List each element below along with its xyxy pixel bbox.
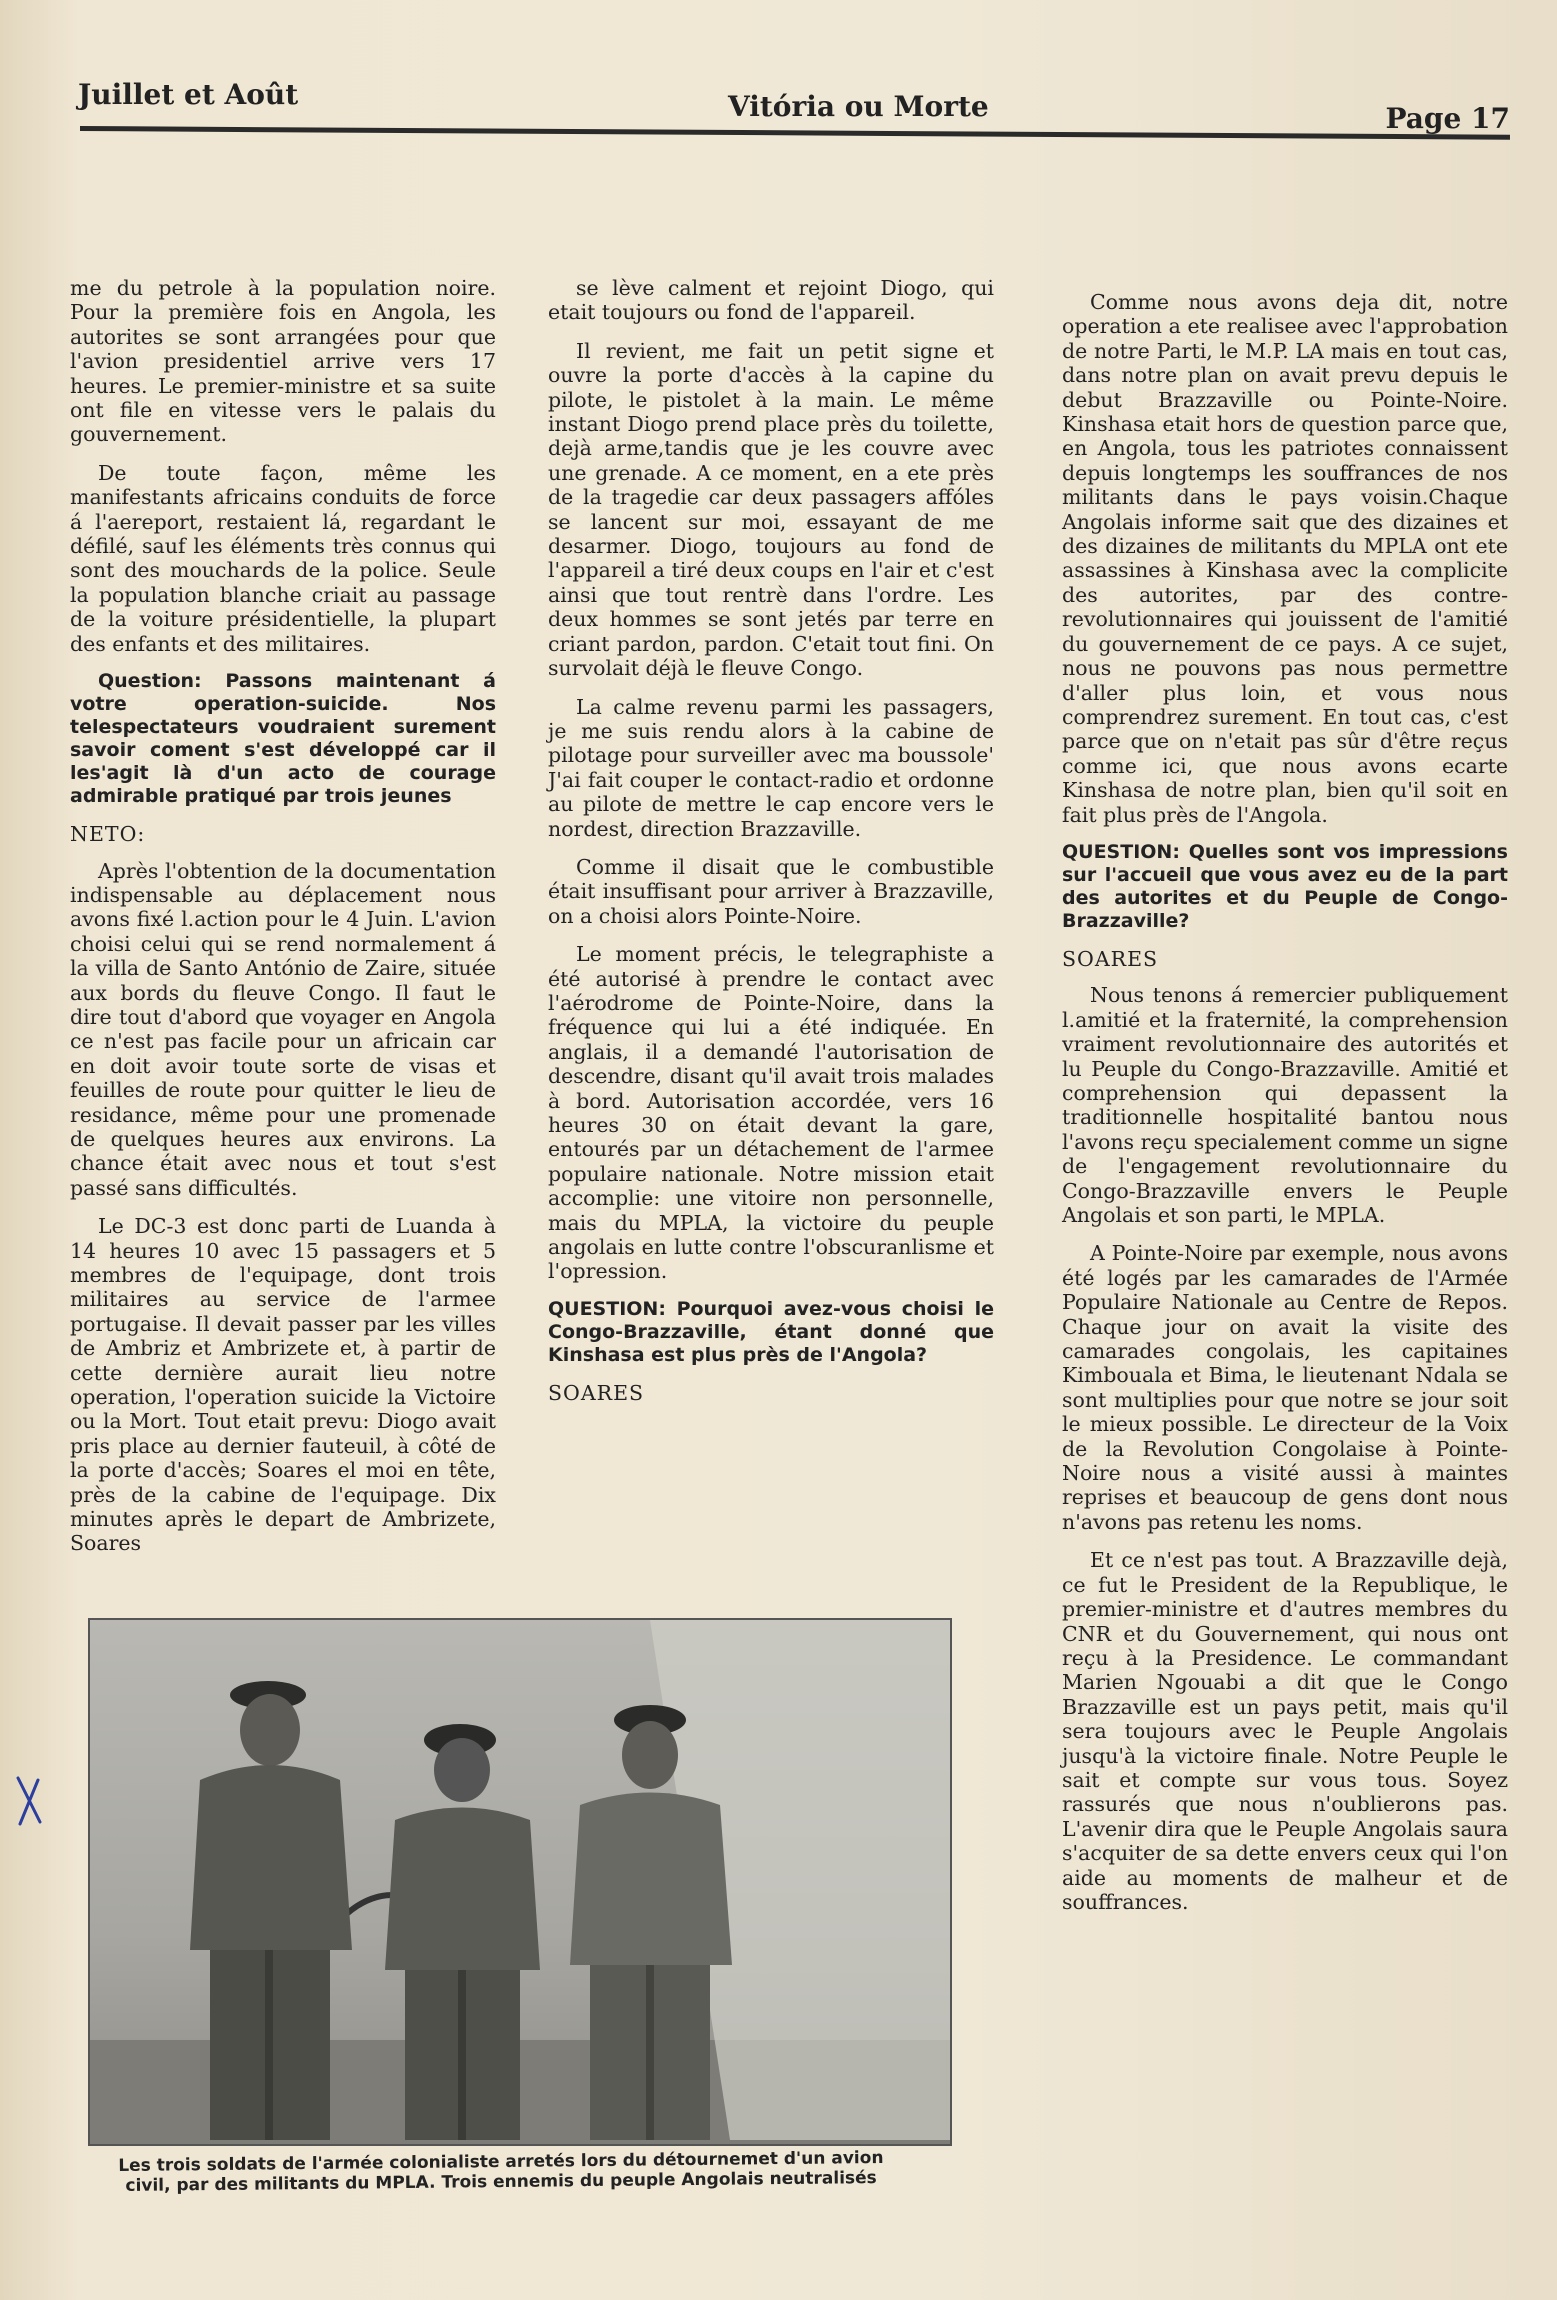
paragraph: me du petrole à la population noire. Pour la première fois en Angola, les autorites se sont arrangées pour que l'avion presidentiel arrive vers 17 heures. Le premier-ministre et sa suite ont file en vitesse vers le palais du gouvernement. [70, 276, 496, 447]
interview-question: QUESTION: Quelles sont vos impressions sur l'accueil que vous avez eu de la part des autorites et du Peuple de Congo-Brazzaville? [1062, 840, 1508, 932]
page-number: Page 17 [1385, 102, 1510, 135]
paragraph: De toute façon, même les manifestants africains conduits de force á l'aereport, restaient lá, regardant le défilé, sauf les éléments très connus qui sont des mouchards de la police. Seule la population blanche criait au passage de la voiture présidentielle, la plupart des enfants et des militaires. [70, 460, 496, 656]
handwritten-x-mark [14, 1770, 44, 1830]
page-header [78, 72, 1510, 135]
paragraph: Le moment précis, le telegraphiste a été autorisé à prendre le contact avec l'aérodrome de Pointe-Noire, dans la fréquence qui lui a été indiquée. En anglais, il a demandé l'autorisation de descendre, disant qu'il avait trois malades à bord. Autorisation accordée, vers 16 heures 30 on était devant la gare, entourés par un détachement de l'armee populaire nationale. Notre mission etait accomplie: une vitoire non personnelle, mais du MPLA, la victoire du peuple angolais en lutte contre l'obscuranlisme et l'opression. [548, 942, 994, 1284]
photo-caption: Les trois soldats de l'armée colonialiste arretés lors du détournemet d'un avion civil, par des militants du MPLA. Trois ennemis du peuple Angolais neutralisés [118, 2147, 884, 2196]
soldiers-photo [88, 1618, 952, 2146]
interview-question: Question: Passons maintenant á votre operation-suicide. Nos telespectateurs voudraient surement savoir coment s'est développé car il les'agit là d'un acto de courage admirable pratiqué par trois jeunes [70, 670, 496, 808]
paragraph: Et ce n'est pas tout. A Brazzaville dejà, ce fut le President de la Republique, le premier-ministre et d'autres membres du CNR et du Gouvernement, qui nous ont reçu à la Presidence. Le commandant Marien Ngouabi a dit que le Congo Brazzaville est un pays petit, mais qu'il sera toujours avec le Peuple Angolais jusqu'à la victoire finale. Notre Peuple le sait et compte sur vous tous. Soyez rassurés que nous n'oublierons pas. L'avenir dira que le Peuple Angolais saura s'acquiter de sa dette envers ceux qui l'on aide au moments de malheur et de souffrances. [1062, 1548, 1508, 1914]
paragraph: Il revient, me fait un petit signe et ouvre la porte d'accès à la capine du pilote, le pistolet à la main. Le même instant Diogo prend place près du toilette, dejà arme,tandis que je les couvre avec une grenade. A ce moment, en a ete près de la tragedie car deux passagers affóles se lancent sur moi, essayant de me desarmer. Diogo, toujours au fond de l'appareil a tiré deux coups en l'air et c'est ainsi que tout rentrè dans l'ordre. Les deux hommes se sont jetés par terre en criant pardon, pardon. C'etait tout fini. On survolait déjà le fleuve Congo. [548, 338, 994, 681]
interview-question: QUESTION: Pourquoi avez-vous choisi le Congo-Brazzaville, étant donné que Kinshasa est plus près de l'Angola? [548, 1297, 994, 1366]
photo-illustration [90, 1620, 950, 2144]
paragraph: Comme il disait que le combustible était insuffisant pour arriver à Brazzaville, on a choisi alors Pointe-Noire. [548, 854, 994, 928]
column-right [1062, 290, 1508, 1928]
speaker-label: NETO: [70, 822, 146, 847]
paragraph: Après l'obtention de la documentation indispensable au déplacement nous avons fixé l.action pour le 4 Juin. L'avion choisi celui qui se rend normalement á la villa de Santo António de Zaire, située aux bords du fleuve Congo. Il faut le dire tout d'abord que voyager en Angola ce n'est pas facile pour un africain car en doit avoir toute sorte de visas et feuilles de route pour quitter le lieu de residance, même pour une promenade de quelques heures aux environs. La chance était avec nous et tout s'est passé sans difficultés. [70, 858, 496, 1200]
column-middle [548, 276, 994, 1417]
speaker-label: SOARES [1062, 946, 1159, 971]
speaker-label: SOARES [548, 1380, 645, 1405]
column-left [70, 276, 496, 1570]
paragraph: La calme revenu parmi les passagers, je me suis rendu alors à la cabine de pilotage pour surveiller avec ma boussole' J'ai fait couper le contact-radio et ordonne au pilote de mettre le cap encore vers le nordest, direction Brazzaville. [548, 694, 994, 841]
paragraph: A Pointe-Noire par exemple, nous avons été logés par les camarades de l'Armée Populaire Nationale au Centre de Repos. Chaque jour on avait la visite des camarades congolais, les capitaines Kimbouala et Bima, le lieutenant Ndala se sont multiplies pour que notre se jour soit le mieux possible. Le directeur de la Voix de la Revolution Congolaise à Pointe-Noire nous a visité aussi à maintes reprises et beaucoup de gens dont nous n'avons pas retenu les noms. [1062, 1241, 1508, 1534]
paragraph: Comme nous avons deja dit, notre operation a ete realisee avec l'approbation de notre Parti, le M.P. LA mais en tout cas, dans notre plan on avait prevu depuis le debut Brazzaville ou Pointe-Noire. Kinshasa etait hors de question parce que, en Angola, tous les patriotes connaissent depuis longtemps les souffrances de nos militants dans le pays voisin.Chaque Angolais informe sait que des dizaines et des dizaines de militants du MPLA ont ete assassines à Kinshasa avec la complicite des autorites, par des contre-revolutionnaires qui jouissent de l'amitié du gouvernement de ce pays. A ce sujet, nous ne pouvons pas nous permettre d'aller plus loin, et vous nous comprendrez surement. En tout cas, c'est parce que on n'etait pas sûr d'être reçus comme ici, que nous avons ecarte Kinshasa de notre plan, bien qu'il soit en fait plus près de l'Angola. [1062, 290, 1508, 827]
issue-date: Juillet et Août [78, 78, 299, 111]
paragraph: Nous tenons á remercier publiquement l.amitié et la fraternité, la comprehension vraiment revolutionnaire des autorités et lu Peuple du Congo-Brazzaville. Amitié et comprehension qui depassent la traditionnelle hospitalité bantou nous l'avons reçu specialement comme un signe de l'engagement revolutionnaire du Congo-Brazzaville envers le Peuple Angolais et son parti, le MPLA. [1062, 983, 1508, 1227]
publication-title: Vitória ou Morte [728, 90, 989, 123]
paragraph: se lève calment et rejoint Diogo, qui etait toujours ou fond de l'appareil. [548, 276, 994, 325]
paragraph: Le DC-3 est donc parti de Luanda à 14 heures 10 avec 15 passagers et 5 membres de l'equipage, dont trois militaires au service de l'armee portugaise. Il devait passer par les villes de Ambriz et Ambrizete et, à partir de cette dernière aurait lieu notre operation, l'operation suicide la Victoire ou la Mort. Tout etait prevu: Diogo avait pris place au dernier fauteuil, à côté de la porte d'accès; Soares el moi en tête, près de la cabine de l'equipage. Dix minutes après le depart de Ambrizete, Soares [70, 1214, 496, 1556]
